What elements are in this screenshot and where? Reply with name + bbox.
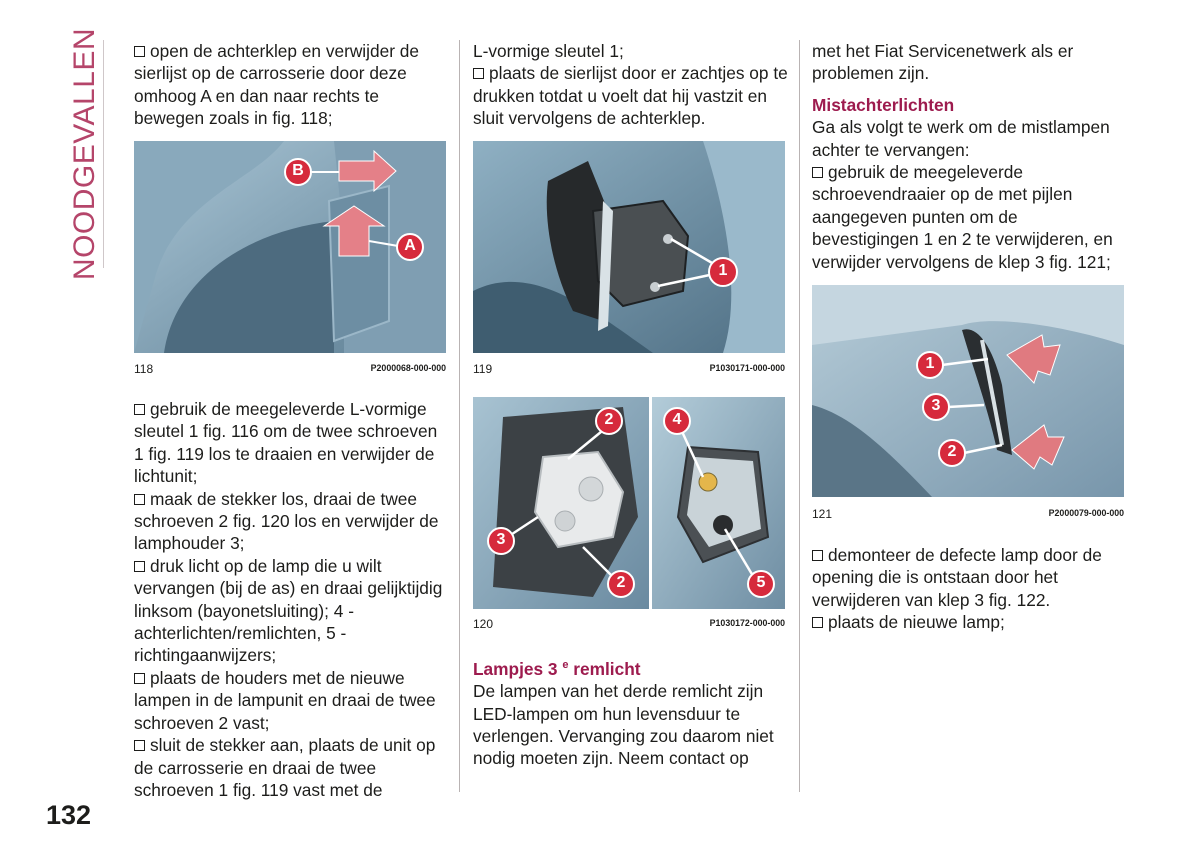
figure-number: 118 xyxy=(134,362,154,376)
body-text: Ga als volgt te werk om de mistlampen achter te vervangen: xyxy=(812,117,1110,160)
heading-superscript: e xyxy=(562,659,569,671)
instruction-item xyxy=(134,555,450,667)
figure-120-caption xyxy=(473,617,785,631)
figure-120 xyxy=(473,397,785,609)
figure-119-caption xyxy=(473,362,785,376)
figure-119-illustration xyxy=(473,141,785,353)
column-3-top xyxy=(812,40,1128,273)
checkbox-bullet-icon xyxy=(134,494,145,505)
instruction-item xyxy=(473,62,789,129)
instruction-text: maak de stekker los, draai de twee schroeven 2 fig. 120 los en verwijder de lamphouder 3; xyxy=(134,488,439,554)
checkbox-bullet-icon xyxy=(473,68,484,79)
instruction-item xyxy=(812,544,1128,611)
figure-121-illustration xyxy=(812,285,1124,497)
callout-label: 2 xyxy=(604,411,614,428)
checkbox-bullet-icon xyxy=(812,617,823,628)
callout-label: 3 xyxy=(496,531,506,548)
callout-label: 2 xyxy=(947,443,957,460)
figure-118-caption xyxy=(134,362,446,376)
column-1-top xyxy=(134,40,450,130)
callout-label: 5 xyxy=(756,574,766,591)
figure-number: 121 xyxy=(812,507,833,521)
section-title-text: NOODGEVALLEN xyxy=(68,27,101,281)
instruction-text: plaats de houders met de nieuwe lampen in de lampunit en draai de twee schroeven 2 vast; xyxy=(134,667,436,733)
instruction-item xyxy=(134,40,450,130)
checkbox-bullet-icon xyxy=(812,550,823,561)
heading-text: Lampjes 3 xyxy=(473,658,558,679)
figure-code: P1030172-000-000 xyxy=(709,618,785,628)
figure-code: P1030171-000-000 xyxy=(709,363,785,373)
figure-code: P2000068-000-000 xyxy=(370,363,446,373)
section-title-vertical xyxy=(62,27,108,281)
figure-119 xyxy=(473,141,785,353)
checkbox-bullet-icon xyxy=(134,404,145,415)
page-number: 132 xyxy=(46,800,92,830)
column-2-bottom xyxy=(473,654,789,770)
section-rule xyxy=(103,40,104,268)
callout-label: 4 xyxy=(672,411,682,428)
instruction-item xyxy=(134,488,450,555)
figure-121-caption xyxy=(812,507,1124,521)
column-divider-2 xyxy=(799,40,800,792)
column-2-top xyxy=(473,40,789,130)
instruction-text: demonteer de defecte lamp door de opening die is ontstaan door het verwijderen van klep 3 fig. 122. xyxy=(812,545,1102,610)
column-divider-1 xyxy=(459,40,460,792)
checkbox-bullet-icon xyxy=(134,46,145,57)
checkbox-bullet-icon xyxy=(134,673,145,684)
checkbox-bullet-icon xyxy=(812,167,823,178)
heading-text: remlicht xyxy=(573,658,641,679)
section-heading xyxy=(473,654,789,680)
callout-label: 2 xyxy=(616,574,626,591)
instruction-text: gebruik de meegeleverde schroevendraaier op de met pijlen aangegeven punten om de bevestigingen 1 en 2 te verwijderen, en verwijder vervolgens de klep 3 fig. 121; xyxy=(812,162,1113,272)
callout-label: A xyxy=(404,237,416,254)
instruction-text: sluit de stekker aan, plaats de unit op de carrosserie en draai de twee schroeven 1 fig. 119 vast met de xyxy=(134,735,436,800)
figure-121 xyxy=(812,285,1124,497)
instruction-text: druk licht op de lamp die u wilt vervangen (bij de as) en draai gelijktijdig linksom (bayonetsluiting); 4 - achterlichten/remlichten, 5 - richtingaanwijzers; xyxy=(134,555,443,666)
column-3-bottom xyxy=(812,544,1128,634)
figure-118 xyxy=(134,141,446,353)
callout-label: B xyxy=(292,162,304,179)
callout-label: 3 xyxy=(931,397,941,414)
callout-label: 1 xyxy=(925,355,935,372)
checkbox-bullet-icon xyxy=(134,561,145,572)
instruction-text: open de achterklep en verwijder de sierlijst op de carrosserie door deze omhoog A en dan naar rechts te bewegen zoals in fig. 118; xyxy=(134,41,419,129)
instruction-item xyxy=(812,611,1128,633)
continuation-text: L-vormige sleutel 1; xyxy=(473,41,624,61)
column-1-bottom xyxy=(134,398,450,801)
instruction-item xyxy=(134,734,450,801)
checkbox-bullet-icon xyxy=(134,740,145,751)
continuation-text: met het Fiat Servicenetwerk als er problemen zijn. xyxy=(812,41,1074,84)
instruction-text: plaats de sierlijst door er zachtjes op te drukken totdat u voelt dat hij vastzit en sluit vervolgens de achterklep. xyxy=(473,63,788,129)
instruction-text: plaats de nieuwe lamp; xyxy=(828,612,1005,633)
instruction-item xyxy=(134,667,450,734)
figure-number: 119 xyxy=(473,362,493,376)
instruction-item xyxy=(134,398,450,488)
callout-label: 1 xyxy=(718,262,728,279)
section-heading: Mistachterlichten xyxy=(812,94,955,115)
figure-code: P2000079-000-000 xyxy=(1048,508,1124,518)
instruction-item xyxy=(812,161,1128,273)
figure-number: 120 xyxy=(473,617,494,631)
body-text: De lampen van het derde remlicht zijn LED-lampen om hun levensduur te verlengen. Vervanging zou daarom niet nodig moeten zijn. Neem contact op xyxy=(473,681,774,769)
instruction-text: gebruik de meegeleverde L-vormige sleutel 1 fig. 116 om de twee schroeven 1 fig. 119 los te draaien en verwijder de lichtunit; xyxy=(134,399,438,487)
